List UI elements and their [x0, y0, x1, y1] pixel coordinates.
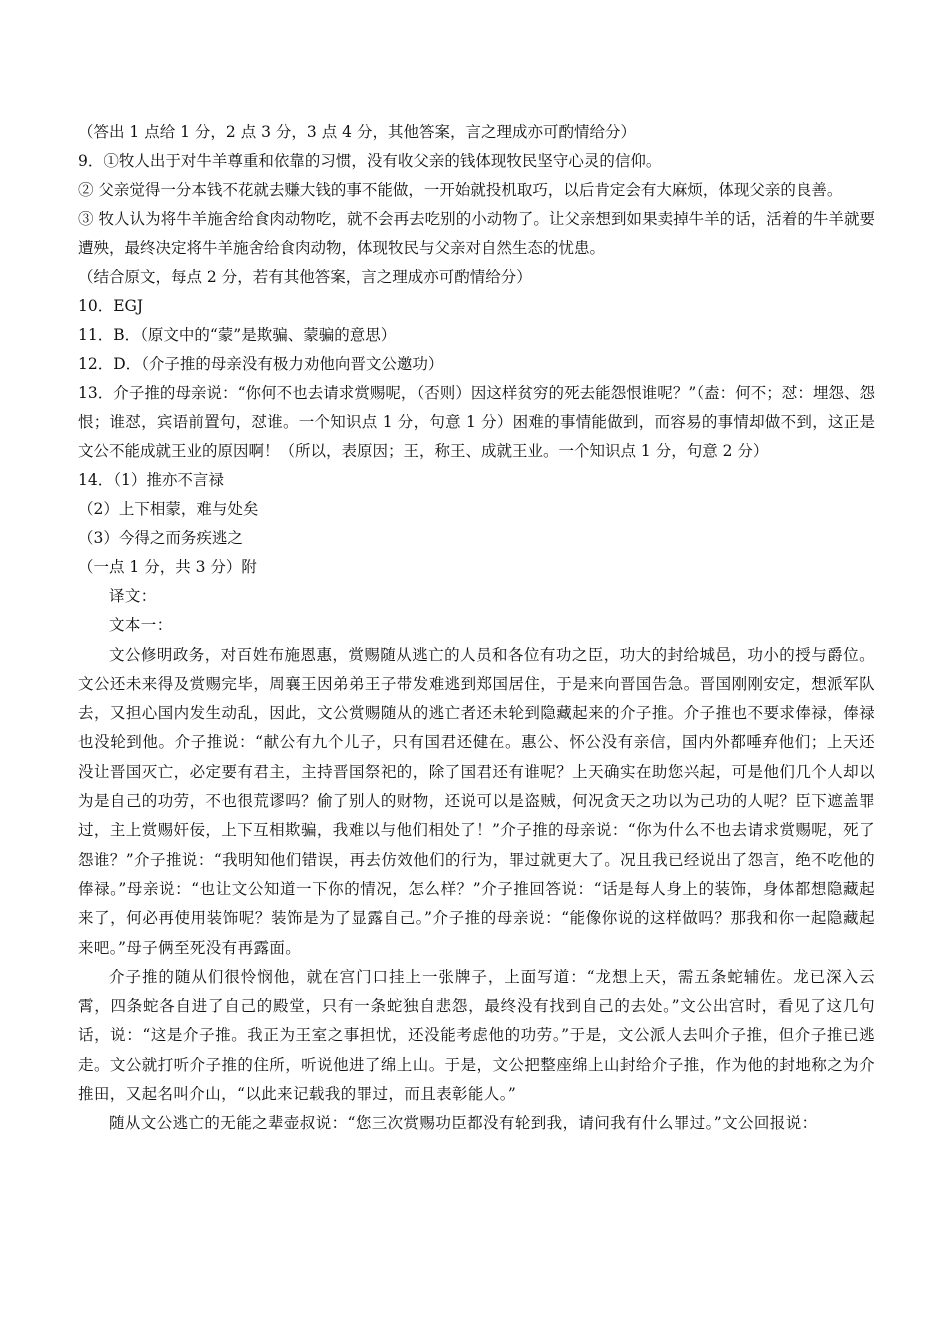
- answer-10: 10．EGJ: [78, 297, 144, 315]
- answer-11: 11．B．（原文中的“蒙”是欺骗、蒙骗的意思）: [78, 326, 397, 344]
- answer-9-point-1: 9．①牧人出于对牛羊尊重和依靠的习惯，没有收父亲的钱体现牧民坚守心灵的信仰。: [78, 152, 662, 170]
- answer-14-scoring-note: （一点 1 分，共 3 分）附: [78, 558, 257, 576]
- answer-12: 12．D．（介子推的母亲没有极力劝他向晋文公邀功）: [78, 355, 444, 373]
- answer-9-point-3: ③ 牧人认为将牛羊施舍给食肉动物吃，就不会再去吃别的小动物了。让父亲想到如果卖掉牛羊的话，活着的牛羊就要遭殃，最终决定将牛羊施舍给食肉动物，体现牧民与父亲对自然生态的忧患。: [78, 210, 875, 257]
- translation-paragraph: 文公修明政务，对百姓布施恩惠，赏赐随从逃亡的人员和各位有功之臣，功大的封给城邑，功小的授与爵位。文公还未来得及赏赐完毕，周襄王因弟弟王子带发难逃到郑国居住，于是来向晋国告急。晋国刚刚安定，想派军队去，又担心国内发生动乱，因此，文公赏赐随从的逃亡者还未轮到隐藏起来的介子推。介子推也不要求俸禄，俸禄也没轮到他。介子推说：“献公有九个儿子，只有国君还健在。惠公、怀公没有亲信，国内外都唾弃他们；上天还没让晋国灭亡，必定要有君主，主持晋国祭祀的，除了国君还有谁呢？上天确实在助您兴起，可是他们几个人却以为是自己的功劳，不也很荒谬吗？偷了别人的财物，还说可以是盗贼，何况贪天之功以为己功的人呢？臣下遮盖罪过，主上赏赐奸佞，上下互相欺骗，我难以与他们相处了！”介子推的母亲说：“你为什么不也去请求赏赐呢，死了怨谁？”介子推说：“我明知他们错误，再去仿效他们的行为，罪过就更大了。况且我已经说出了怨言，绝不吃他的俸禄。”母亲说：“也让文公知道一下你的情况，怎么样？”介子推回答说：“话是每人身上的装饰，身体都想隐藏起来了，何必再使用装饰呢？装饰是为了显露自己。”介子推的母亲说：“能像你说的这样做吗？那我和你一起隐藏起来吧。”母子俩至死没有再露面。: [78, 645, 875, 957]
- translation-paragraph: 随从文公逃亡的无能之辈壶叔说：“您三次赏赐功臣都没有轮到我，请问我有什么罪过。”文公回报说：: [109, 1114, 818, 1133]
- answer-scoring-note: （答出 1 点给 1 分，2 点 3 分，3 点 4 分，其他答案，言之理成亦可酌情给分）: [78, 123, 636, 141]
- translation-heading: 译文：: [109, 587, 157, 605]
- answer-14-part-1: 14．（1）推亦不言禄: [78, 471, 224, 489]
- answer-9-scoring-note: （结合原文，每点 2 分，若有其他答案，言之理成亦可酌情给分）: [78, 268, 532, 286]
- translation-section: [78, 582, 875, 1139]
- answer-key: [78, 118, 875, 582]
- answer-9-point-2: ② 父亲觉得一分本钱不花就去赚大钱的事不能做，一开始就投机取巧，以后肯定会有大麻烦，体现父亲的良善。: [78, 181, 843, 199]
- answer-14-part-3: （3）今得之而务疾逃之: [78, 529, 243, 547]
- answer-13: 13．介子推的母亲说：“你何不也去请求赏赐呢，（否则）因这样贫穷的死去能怨恨谁呢？”（盍：何不；怼：埋怨、怨恨；谁怼，宾语前置句，怼谁。一个知识点 1 分，句意 1 分）困难的事情能做到，而容易的事情却做不到，这正是文公不能成就王业的原因啊！（所以，表原因；王，称王、成就王业。一个知识点 1 分，句意 2 分）: [78, 384, 875, 460]
- translation-subheading: 文本一：: [109, 616, 173, 635]
- translation-paragraph: 介子推的随从们很怜悯他，就在宫门口挂上一张牌子，上面写道：“龙想上天，需五条蛇辅佐。龙已深入云霄，四条蛇各自进了自己的殿堂，只有一条蛇独自悲怨，最终没有找到自己的去处。”文公出宫时，看见了这几句话，说：“这是介子推。我正为王室之事担忧，还没能考虑他的功劳。”于是，文公派人去叫介子推，但介子推已逃走。文公就打听介子推的住所，听说他进了绵上山。于是，文公把整座绵上山封给介子推，作为他的封地称之为介推田，又起名叫介山，“以此来记载我的罪过，而且表彰能人。”: [78, 967, 875, 1104]
- answer-14-part-2: （2）上下相蒙，难与处矣: [78, 500, 259, 518]
